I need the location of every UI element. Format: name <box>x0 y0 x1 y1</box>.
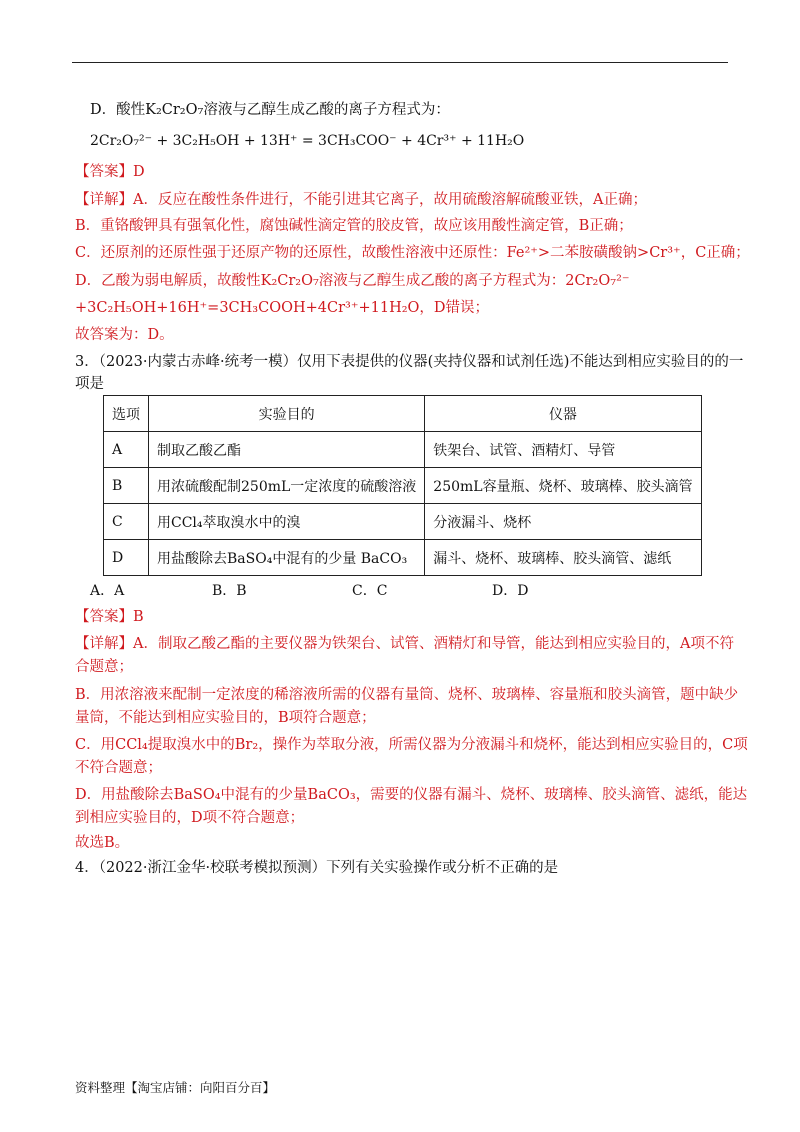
page-footer: 资料整理【淘宝店铺：向阳百分百】 <box>75 1080 276 1095</box>
q3-explain-a2: 合题意； <box>75 659 133 675</box>
q2-explain-a: 【详解】A．反应在酸性条件进行，不能引进其它离子，故用硫酸溶解硫酸亚铁，A正确； <box>75 192 647 208</box>
q3-explain-c1: C．用CCl₄提取溴水中的Br₂，操作为萃取分液，所需仪器为分液漏斗和烧杯，能达到相应实验目的，C项 <box>75 737 748 753</box>
option-d-prefix: D．酸性 <box>90 102 146 118</box>
table-header-cell: 选项 <box>104 396 149 432</box>
table-cell: 铁架台、试管、酒精灯、导管 <box>425 432 701 468</box>
answer-value: B <box>133 609 144 625</box>
q2-answer <box>75 162 145 182</box>
table-cell: D <box>104 540 149 576</box>
q2-explain-d1: D．乙酸为弱电解质，故酸性K₂Cr₂O₇溶液与乙醇生成乙酸的离子方程式为：2Cr₂O₇²⁻ <box>75 273 630 289</box>
header-rule <box>72 62 728 63</box>
option-a: A．A <box>90 583 125 599</box>
table-header-cell: 实验目的 <box>149 396 425 432</box>
q3-explain-b1: B．用浓溶液来配制一定浓度的稀溶液所需的仪器有量筒、烧杯、玻璃棒、容量瓶和胶头滴管，题中缺少 <box>75 687 739 703</box>
q3-explain-d1: D．用盐酸除去BaSO₄中混有的少量BaCO₃，需要的仪器有漏斗、烧杯、玻璃棒、胶头滴管、滤纸，能达 <box>75 787 748 803</box>
q2-explain-c: C．还原剂的还原性强于还原产物的还原性，故酸性溶液中还原性：Fe²⁺>二苯胺磺酸钠>Cr³⁺，C正确； <box>75 245 750 261</box>
option-b: B．B <box>212 583 247 599</box>
q3-stem-line2: 项是 <box>75 376 104 392</box>
q3-explain-c2: 不符合题意； <box>75 760 162 776</box>
table-cell: 漏斗、烧杯、玻璃棒、胶头滴管、滤纸 <box>425 540 701 576</box>
option-c: C．C <box>352 583 388 599</box>
q2-conclusion: 故答案为：D。 <box>75 327 174 343</box>
table-row <box>104 504 702 540</box>
q3-conclusion: 故选B。 <box>75 835 130 851</box>
option-d: D．D <box>492 583 529 599</box>
table-cell: B <box>104 468 149 504</box>
table-cell: 用浓硫酸配制250mL一定浓度的硫酸溶液 <box>149 468 425 504</box>
table-cell: 用CCl₄萃取溴水中的溴 <box>149 504 425 540</box>
q3-answer <box>75 607 144 627</box>
table-row <box>104 540 702 576</box>
option-d-suffix: 溶液与乙醇生成乙酸的离子方程式为： <box>203 102 450 118</box>
table-cell: 制取乙酸乙酯 <box>149 432 425 468</box>
table-cell: 分液漏斗、烧杯 <box>425 504 701 540</box>
answer-label: 【答案】 <box>75 164 133 180</box>
option-d-reagent: K₂Cr₂O₇ <box>145 102 204 118</box>
table-row <box>104 432 702 468</box>
q2-equation: 2Cr₂O₇²⁻ + 3C₂H₅OH + 13H⁺ = 3CH₃COO⁻ + 4Cr³⁺ + 11H₂O <box>90 133 525 149</box>
q3-explain-a1: 【详解】A．制取乙酸乙酯的主要仪器为铁架台、试管、酒精灯和导管，能达到相应实验目的，A项不符 <box>75 636 734 652</box>
answer-label: 【答案】 <box>75 609 133 625</box>
table-header-row <box>104 396 702 432</box>
q2-explain-b: B．重铬酸钾具有强氧化性，腐蚀碱性滴定管的胶皮管，故应该用酸性滴定管，B正确； <box>75 218 633 234</box>
table-cell: 用盐酸除去BaSO₄中混有的少量 BaCO₃ <box>149 540 425 576</box>
table-cell: C <box>104 504 149 540</box>
q3-stem-line1: 3．（2023·内蒙古赤峰·统考一模）仅用下表提供的仪器(夹持仪器和试剂任选)不能达到相应实验目的的一 <box>75 354 744 370</box>
q3-explain-d2: 到相应实验目的，D项不符合题意； <box>75 810 305 826</box>
q3-explain-b2: 量筒，不能达到相应实验目的，B项符合题意； <box>75 710 376 726</box>
answer-value: D <box>133 164 145 180</box>
q2-option-d <box>90 100 450 120</box>
q3-table <box>103 395 702 576</box>
q2-explain-d2: +3C₂H₅OH+16H⁺=3CH₃COOH+4Cr³⁺+11H₂O，D错误； <box>75 300 490 316</box>
q4-stem: 4．（2022·浙江金华·校联考模拟预测）下列有关实验操作或分析不正确的是 <box>75 860 559 876</box>
table-cell: 250mL容量瓶、烧杯、玻璃棒、胶头滴管 <box>425 468 701 504</box>
table-cell: A <box>104 432 149 468</box>
table-row <box>104 468 702 504</box>
table-header-cell: 仪器 <box>425 396 701 432</box>
